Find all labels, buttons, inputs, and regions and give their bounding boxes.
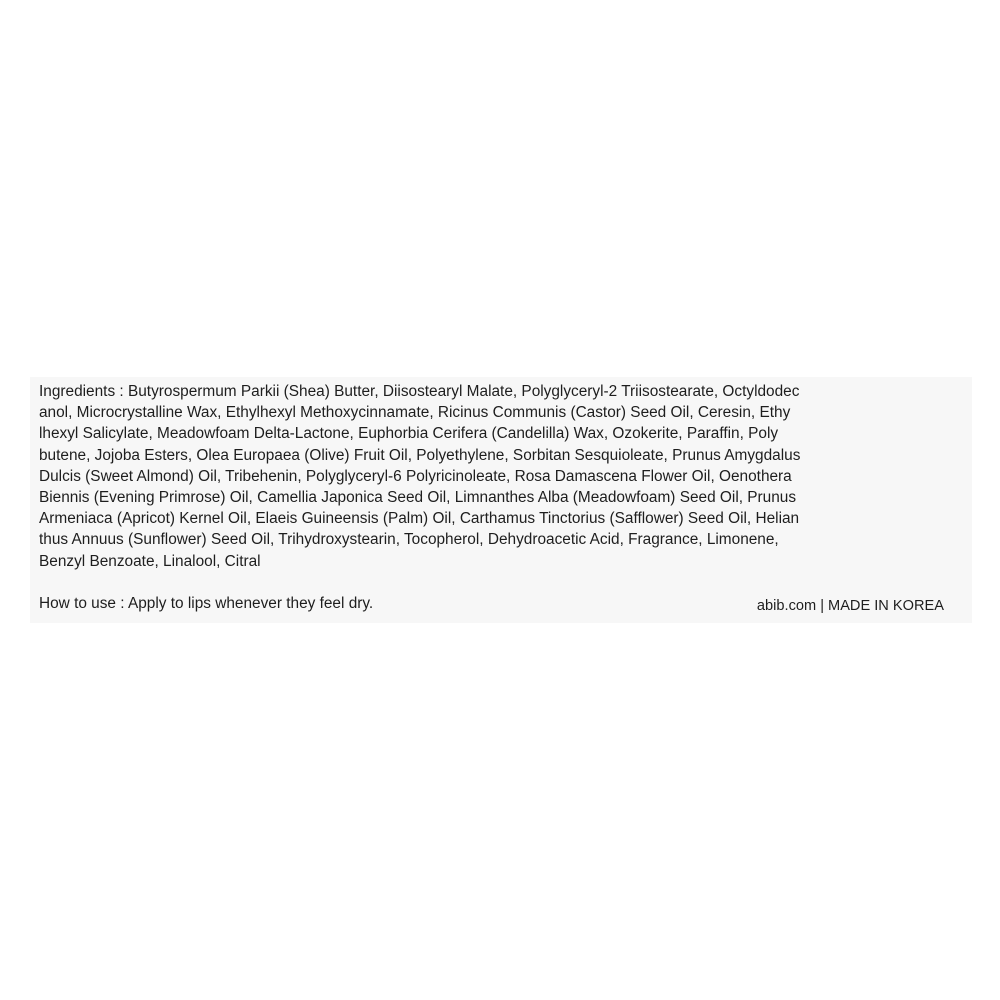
ingredients-line: Biennis (Evening Primrose) Oil, Camellia Japonica Seed Oil, Limnanthes Alba (Meadowfoam) Seed Oil, Prunus (39, 489, 797, 507)
ingredients-line: butene, Jojoba Esters, Olea Europaea (Olive) Fruit Oil, Polyethylene, Sorbitan Sesquioleate, Prunus Amygdalus (39, 446, 801, 464)
ingredients-block (39, 381, 959, 572)
ingredients-line: anol, Microcrystalline Wax, Ethylhexyl Methoxycinnamate, Ricinus Communis (Castor) Seed Oil, Ceresin, Ethy (39, 404, 791, 422)
ingredients-line: Dulcis (Sweet Almond) Oil, Tribehenin, Polyglyceryl-6 Polyricinoleate, Rosa Damascena Flower Oil, Oenothera (39, 467, 792, 485)
ingredients-line: Benzyl Benzoate, Linalool, Citral (39, 552, 261, 570)
ingredients-line: lhexyl Salicylate, Meadowfoam Delta-Lactone, Euphorbia Cerifera (Candelilla) Wax, Ozokerite, Paraffin, Poly (39, 425, 779, 443)
brand-origin-text: abib.com | MADE IN KOREA (756, 598, 944, 614)
ingredients-line: thus Annuus (Sunflower) Seed Oil, Trihydroxystearin, Tocopherol, Dehydroacetic Acid, Fragrance, Limonene, (39, 531, 779, 549)
how-to-use-text: How to use : Apply to lips whenever they feel dry. (39, 595, 374, 612)
ingredients-line: Ingredients : Butyrospermum Parkii (Shea) Butter, Diisostearyl Malate, Polyglyceryl-2 Triisostearate, Octyldodec (39, 383, 800, 400)
ingredients-line: Armeniaca (Apricot) Kernel Oil, Elaeis Guineensis (Palm) Oil, Carthamus Tinctorius (Safflower) Seed Oil, Helian (39, 510, 800, 528)
